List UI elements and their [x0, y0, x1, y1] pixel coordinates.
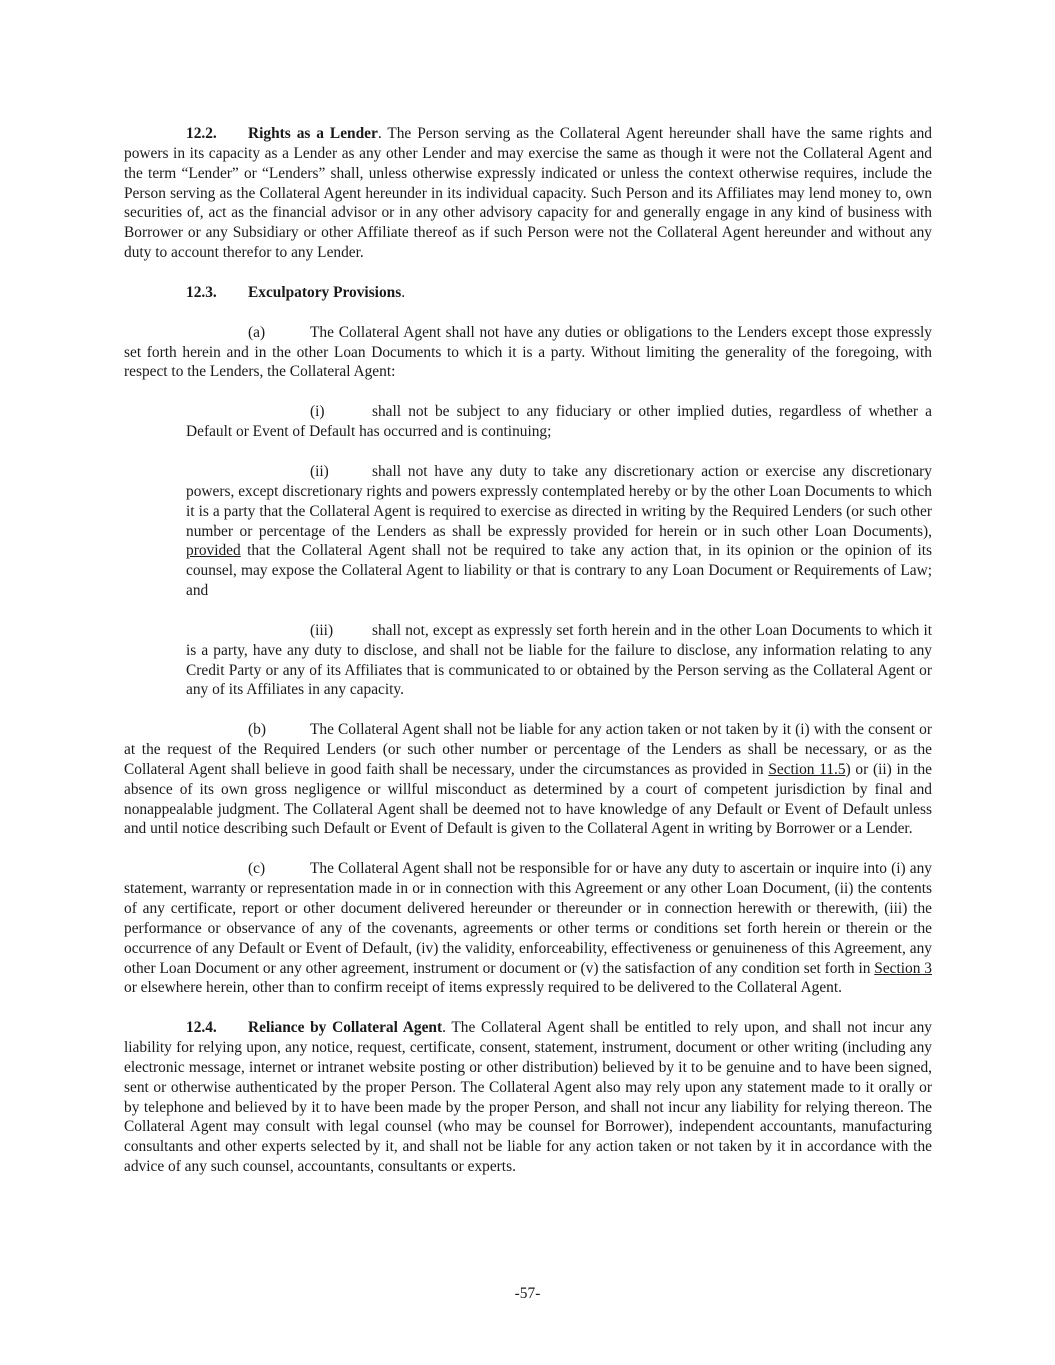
subclause-text: shall not be subject to any fiduciary or other implied duties, regardless of whether a Default or Event of Default has occurred and is continuing;: [186, 403, 932, 441]
section-reference-link[interactable]: Section 11.5: [768, 760, 846, 778]
clause-text: The Collateral Agent shall not have any duties or obligations to the Lenders except those expressly set forth herein and in the other Loan Documents to which it is a party. Without limiting the generality of the foregoing, with respect to the Lenders, the Collateral Agent:: [124, 323, 932, 381]
section-12-3-heading: [124, 283, 932, 303]
section-number: 12.4.: [186, 1019, 217, 1037]
subclause-label: (ii): [310, 462, 329, 480]
subclause-iii: [186, 621, 932, 700]
subclause-ii: [186, 462, 932, 601]
clause-b: [124, 720, 932, 839]
clause-text: The Collateral Agent shall not be responsible for or have any duty to ascertain or inquire into (i) any statement, warranty or representation made in or in connection with this Agreement or any other Loan Document, (ii) the contents of any certificate, report or other document delivered hereunder or thereunder or in connection herewith or therewith, (iii) the performance or observance of any of the covenants, agreements or other terms or conditions set forth herein or therein or the occurrence of any Default or Event of Default, (iv) the validity, enforceability, effectiveness or genuineness of this Agreement, any other Loan Document or any other agreement, instrument or document or (v) the satisfaction of any condition set forth in: [124, 860, 932, 977]
section-heading: Reliance by Collateral Agent: [248, 1019, 443, 1037]
section-text: . The Person serving as the Collateral Agent hereunder shall have the same rights and powers in its capacity as a Lender as any other Lender and may exercise the same as though it were not the Collateral Agent and the term “Lender” or “Lenders” shall, unless otherwise expressly indicated or unless the context otherwise requires, include the Person serving as the Collateral Agent hereunder in its individual capacity. Such Person and its Affiliates may lend money to, own securities of, act as the financial advisor or in any other advisory capacity for and generally engage in any kind of business with Borrower or any Subsidiary or other Affiliate thereof as if such Person were not the Collateral Agent hereunder and without any duty to account therefor to any Lender.: [124, 125, 932, 262]
clause-text-cont: ) or (ii) in the absence of its own gross negligence or willful misconduct as determined by a court of competent jurisdiction by final and nonappealable judgment. The Collateral Agent shall be deemed not to have knowledge of any Default or Event of Default unless and until notice describing such Default or Event of Default is given to the Collateral Agent in writing by Borrower or a Lender.: [124, 760, 933, 838]
subclause-i: [186, 402, 932, 442]
section-reference-link[interactable]: Section 3: [874, 959, 932, 977]
heading-period: .: [401, 283, 406, 301]
clause-text: The Collateral Agent shall not be liable for any action taken or not taken by it (i) with the consent or at the request of the Required Lenders (or such other number or percentage of the Lenders as shall be necessary, or as the Collateral Agent shall believe in good faith shall be necessary, under the circumstances as provided in: [124, 721, 932, 778]
document-body: [124, 124, 932, 1177]
subclause-label: (iii): [310, 621, 334, 639]
section-12-4: [124, 1018, 932, 1177]
section-12-2: [124, 124, 932, 263]
subclause-text-cont: that the Collateral Agent shall not be required to take any action that, in its opinion or the opinion of its counsel, may expose the Collateral Agent to liability or that is contrary to any Loan Document or Requirements of Law; and: [186, 542, 932, 600]
clause-text-cont: or elsewhere herein, other than to confirm receipt of items expressly required to be delivered to the Collateral Agent.: [124, 979, 842, 997]
subclause-label: (i): [310, 403, 325, 421]
clause-label: (c): [248, 860, 266, 878]
subclause-text: shall not have any duty to take any discretionary action or exercise any discretionary powers, except discretionary rights and powers expressly contemplated hereby or by the other Loan Documents to which it is a party that the Collateral Agent is required to exercise as directed in writing by the Required Lenders (or such other number or percentage of the Lenders as shall be expressly provided for herein or in such other Loan Documents),: [186, 462, 932, 540]
clause-a: [124, 323, 932, 383]
section-text: . The Collateral Agent shall be entitled to rely upon, and shall not incur any liability for relying upon, any notice, request, certificate, consent, statement, instrument, document or other writing (including any electronic message, internet or intranet website posting or other distribution) believed by it to be genuine and to have been signed, sent or otherwise authenticated by the proper Person. The Collateral Agent also may rely upon any statement made to it orally or by telephone and believed by it to have been made by the proper Person, and shall not incur any liability for relying thereon. The Collateral Agent may consult with legal counsel (who may be counsel for Borrower), independent accountants, manufacturing consultants and other experts selected by it, and shall not be liable for any action taken or not taken by it in accordance with the advice of any such counsel, accountants, consultants or experts.: [124, 1019, 933, 1176]
section-number: 12.2.: [186, 125, 217, 142]
clause-label: (a): [248, 323, 266, 341]
section-heading: Exculpatory Provisions: [248, 283, 402, 301]
section-number: 12.3.: [186, 283, 217, 301]
subclause-text: shall not, except as expressly set forth herein and in the other Loan Documents to which it is a party, have any duty to disclose, and shall not be liable for the failure to disclose, any information relating to any Credit Party or any of its Affiliates that is communicated to or obtained by the Person serving as the Collateral Agent or any of its Affiliates in any capacity.: [186, 621, 932, 699]
page-number: -57-: [514, 1285, 541, 1302]
section-heading: Rights as a Lender: [248, 125, 378, 142]
provided-term: provided: [186, 542, 241, 560]
clause-label: (b): [248, 721, 266, 739]
clause-c: [124, 859, 932, 998]
